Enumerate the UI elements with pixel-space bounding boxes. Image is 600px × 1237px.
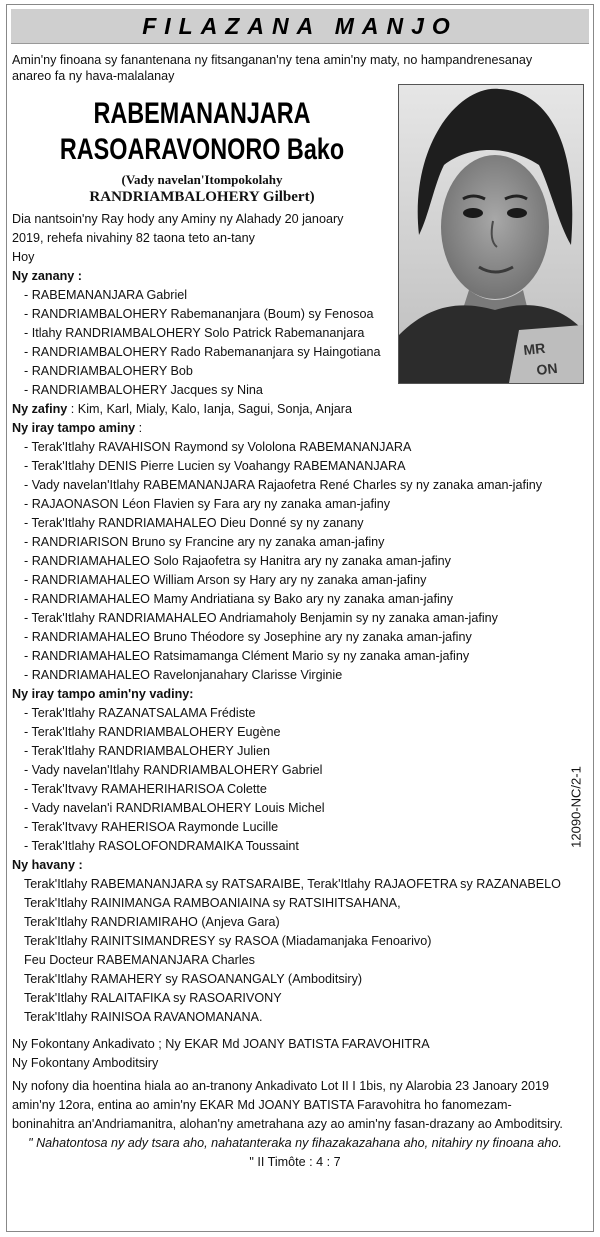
deceased-name-line1: RABEMANANJARA [93, 97, 311, 130]
list-item: - Terak'Itvavy RAHERISOA Raymonde Lucille [24, 820, 279, 834]
header-banner [11, 9, 589, 44]
children-heading: Ny zanany : [12, 269, 82, 283]
announcement-line: Dia nantsoin'ny Ray hody any Aminy ny Alahady 20 janoary [12, 212, 344, 226]
svg-text:ON: ON [535, 359, 559, 378]
list-item: - Terak'Itlahy DENIS Pierre Lucien sy Voahangy RABEMANANJARA [24, 459, 406, 473]
list-item: - Terak'Itvavy RAMAHERIHARISOA Colette [24, 782, 267, 796]
list-item: - Terak'Itlahy RAZANATSALAMA Frédiste [24, 706, 256, 720]
spouse-prefix: (Vady navelan'Itompokolahy [121, 172, 283, 187]
side-code [566, 752, 586, 862]
scripture-reference: " II Timôte : 4 : 7 [249, 1155, 341, 1169]
list-item: Terak'Itlahy RABEMANANJARA sy RATSARAIBE, Terak'Itlahy RAJAOFETRA sy RAZANABELO [24, 877, 561, 891]
list-item: - Terak'Itlahy RANDRIAMBALOHERY Julien [24, 744, 270, 758]
list-item: - RANDRIAMAHALEO Mamy Andriatiana sy Bako ary ny zanaka aman-jafiny [24, 592, 454, 606]
list-item: Terak'Itlahy RANDRIAMIRAHO (Anjeva Gara) [24, 915, 280, 929]
list-item: - RANDRIAMBALOHERY Rado Rabemananjara sy Haingotiana [24, 345, 381, 359]
list-item: - Vady navelan'Itlahy RABEMANANJARA Rajaofetra René Charles sy ny zanaka aman-jafiny [24, 478, 543, 492]
list-item: - Terak'Itlahy RAVAHISON Raymond sy Vololona RABEMANANJARA [24, 440, 412, 454]
relatives-heading: Ny havany : [12, 858, 83, 872]
list-item: Terak'Itlahy RAINIMANGA RAMBOANIAINA sy RATSIHITSAHANA, [24, 896, 401, 910]
list-item: - RANDRIAMBALOHERY Jacques sy Nina [24, 383, 263, 397]
list-item: - RANDRIAMAHALEO Bruno Théodore sy Josephine ary ny zanaka aman-jafiny [24, 630, 472, 644]
siblings-heading: Ny iray tampo aminy [12, 421, 136, 435]
grandchildren-heading: Ny zafiny [12, 402, 68, 416]
list-item: - Vady navelan'Itlahy RANDRIAMBALOHERY Gabriel [24, 763, 323, 777]
siblings-colon: : [135, 421, 143, 435]
funeral-line: amin'ny 12ora, entina ao amin'ny EKAR Md JOANY BATISTA Faravohitra ho fanomezam- [12, 1098, 512, 1112]
list-item: - Itlahy RANDRIAMBALOHERY Solo Patrick Rabemananjara [24, 326, 365, 340]
list-item: - RANDRIAMAHALEO Ravelonjanahary Clarisse Virginie [24, 668, 343, 682]
fokontany-line: Ny Fokontany Ankadivato ; Ny EKAR Md JOANY BATISTA FARAVOHITRA [12, 1037, 430, 1051]
side-code-text: 12090-NC/2-1 [568, 766, 584, 848]
list-item: - RANDRIAMAHALEO Solo Rajaofetra sy Hanitra ary ny zanaka aman-jafiny [24, 554, 451, 568]
funeral-line: Ny nofony dia hoentina hiala ao an-tranony Ankadivato Lot II I 1bis, ny Alarobia 23 Janoary 2019 [12, 1079, 549, 1093]
list-item: - Vady navelan'i RANDRIAMBALOHERY Louis Michel [24, 801, 325, 815]
list-item: - Terak'Itlahy RANDRIAMAHALEO Andriamaholy Benjamin sy ny zanaka aman-jafiny [24, 611, 498, 625]
svg-text:MR: MR [522, 339, 546, 358]
header-title: FILAZANA MANJO [142, 12, 458, 39]
grandchildren-names: : Kim, Karl, Mialy, Kalo, Ianja, Sagui, Sonja, Anjara [67, 402, 352, 416]
list-item: - RANDRIAMBALOHERY Rabemananjara (Boum) sy Fenosoa [24, 307, 374, 321]
grandchildren-line [12, 400, 578, 419]
funeral-line: boninahitra an'Andriamanitra, alohan'ny ametrahana azy ao amin'ny fasan-drazany ao Amboditsiry. [12, 1117, 563, 1131]
list-item: Terak'Itlahy RAINISOA RAVANOMANANA. [24, 1010, 263, 1024]
list-item: - RANDRIAMAHALEO William Arson sy Hary ary ny zanaka aman-jafiny [24, 573, 427, 587]
spouse-name: RANDRIAMBALOHERY Gilbert) [89, 189, 315, 205]
list-item: - RANDRIARISON Bruno sy Francine ary ny zanaka aman-jafiny [24, 535, 385, 549]
announcement-line: Hoy [12, 250, 35, 264]
deceased-name-line2: RASOARAVONORO Bako [59, 133, 345, 166]
siblings-heading-line [12, 419, 578, 438]
list-item: Terak'Itlahy RAMAHERY sy RASOANANGALY (Amboditsiry) [24, 972, 363, 986]
list-item: - RABEMANANJARA Gabriel [24, 288, 188, 302]
intro-text: Amin'ny finoana sy fanantenana ny fitsanganan'ny tena amin'ny maty, no hampandrenesanay anareo fa ny hava-malalanay [12, 53, 533, 83]
list-item: - Terak'Itlahy RASOLOFONDRAMAIKA Toussaint [24, 839, 299, 853]
spouse-siblings-heading: Ny iray tampo amin'ny vadiny: [12, 687, 194, 701]
list-item: - Terak'Itlahy RANDRIAMAHALEO Dieu Donné sy ny zanany [24, 516, 364, 530]
list-item: Terak'Itlahy RAINITSIMANDRESY sy RASOA (Miadamanjaka Fenoarivo) [24, 934, 432, 948]
list-item: Terak'Itlahy RALAITAFIKA sy RASOARIVONY [24, 991, 282, 1005]
list-item: - RAJAONASON Léon Flavien sy Fara ary ny zanaka aman-jafiny [24, 497, 391, 511]
list-item: - RANDRIAMAHALEO Ratsimamanga Clément Mario sy ny zanaka aman-jafiny [24, 649, 470, 663]
announcement-line: 2019, rehefa nivahiny 82 taona teto an-tany [12, 231, 255, 245]
list-item: Feu Docteur RABEMANANJARA Charles [24, 953, 255, 967]
scripture-quote: " Nahatontosa ny ady tsara aho, nahatanteraka ny fihazakazahana aho, nitahiry ny finoana aho. [28, 1136, 562, 1150]
notice-body [12, 52, 578, 1172]
list-item: - RANDRIAMBALOHERY Bob [24, 364, 193, 378]
list-item: - Terak'Itlahy RANDRIAMBALOHERY Eugène [24, 725, 281, 739]
fokontany-line: Ny Fokontany Amboditsiry [12, 1056, 159, 1070]
